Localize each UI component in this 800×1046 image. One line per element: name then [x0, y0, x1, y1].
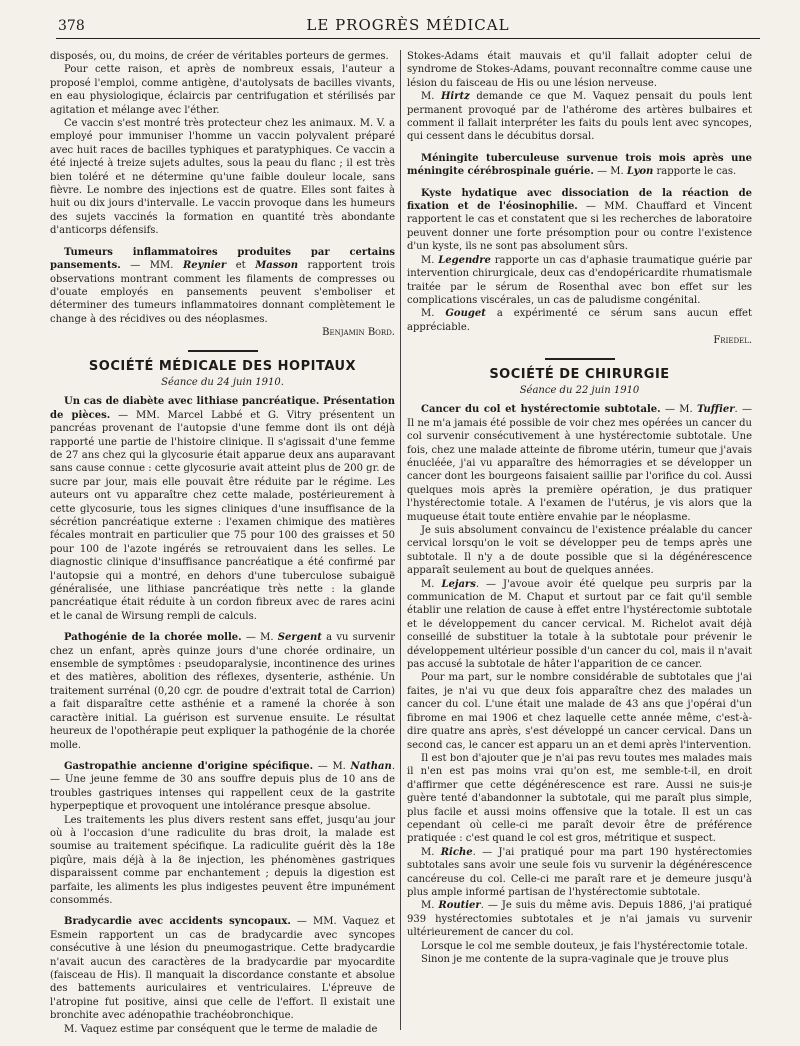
paragraph: disposés, ou, du moins, de créer de véritables porteurs de germes.: [50, 51, 389, 62]
signature: Benjamin Bord.: [322, 327, 395, 339]
author-name: Tuffier: [697, 404, 735, 416]
article-heading: Tumeurs inflammatoires produites par certains pansements.: [50, 246, 395, 272]
paragraph: Ce vaccin s'est montré très protecteur chez les animaux. M. V. a employé pour immuniser l'homme un vaccin polyvalent préparé avec huit races de bacilles typhiques et paratyphiques. Ce vaccin a été injecté à treize sujets adultes, sous la peau du flanc ; il est très bien toléré et ne détermine qu'une faible douleur locale, sans fièvre. Le nombre des injections est de quatre. Elles sont faites à huit ou dix jours d'intervalle. Le vaccin provoque dans les humeurs des sujets vaccinés la formation en quantité très abondante d'anticorps défensifs.: [50, 118, 395, 237]
author-name: Lejars: [441, 578, 476, 590]
section-title: SOCIÉTÉ MÉDICALE DES HOPITAUX: [88, 358, 357, 374]
article-cancer: Cancer du col et hystérectomie subtotale. — M. Tuffier. — Il ne m'a jamais été possible de voir chez mes opérées un cancer du col survenir consécutivement à une hystérectomie subtotale. Une fois, chez une malade atteinte de fibrome utérin, tumeur que j'avais énucléée, j'ai vu apparaître des hémorragies et se développer un cancer dont les bourgeons faisaient saillie par l'orifice du col. Aussi quelques mois après la première opération, je dus pratiquer l'hystérectomie totale. A l'examen de l'utérus, je vis alors que la muqueuse était toute entière envahie par le néoplasme.: [407, 404, 752, 523]
paragraph: Les traitements les plus divers restent sans effet, jusqu'au jour où à l'occasion d'une radiculite du bras droit, la malade est soumise au traitement spécifique. La radiculite guérit dès la 18e piqûre, mais déjà à la 8e injection, les phénomènes gastriques disparaissent comme par enchantement ; depuis la digestion est parfaite, les aliments les plus indigestes peuvent être impunément consommés.: [50, 814, 395, 906]
author-name: Lyon: [626, 166, 654, 178]
paragraph: M. Riche. — J'ai pratiqué pour ma part 190 hystérectomies subtotales sans avoir une seule fois vu survenir la dégénérescence cancéreuse du col. Celle-ci me paraît rare et je demeure jusqu'à plus ample informé partisan de l'hystérectomie subtotale.: [407, 846, 752, 898]
paragraph: Sinon je me contente de la supra-vaginale que je trouve plus: [421, 954, 729, 965]
paragraph: M. Lejars. — J'avoue avoir été quelque peu surpris par la communication de M. Chaput et surtout par ce fait qu'il semble établir une relation de cause à effet entre l'hystérectomie subtotale et le développement du cancer cervical. M. Richelot avait déjà conseillé de substituer la totale à la subtotale pour prévenir le développement ultérieur possible d'un cancer du col, mais il n'avait pas accusé la subtotale de hâter l'apparition de ce cancer.: [407, 578, 752, 671]
article-heading: Méningite tuberculeuse survenue trois mois après une méningite cérébrospinale guérie.: [407, 152, 752, 178]
article-heading: Cancer du col et hystérectomie subtotale.: [421, 404, 661, 416]
paragraph: M. Routier. — Je suis du même avis. Depuis 1886, j'ai pratiqué 939 hystérectomies subtotales et je n'ai jamais vu survenir ultérieurement de cancer du col.: [407, 900, 752, 939]
section-rule: [188, 350, 258, 352]
author-name: Sergent: [277, 632, 322, 644]
author-name: Legendre: [438, 254, 491, 266]
right-column: [407, 50, 752, 966]
article-heading: Pathogénie de la chorée molle.: [64, 632, 242, 644]
section-title: SOCIÉTÉ DE CHIRURGIE: [489, 366, 670, 382]
article-tumeurs: Tumeurs inflammatoires produites par certains pansements. — MM. Reynier et Masson rapportent trois observations montrant comment les filaments de compresses ou d'ouate employés en pansements peuvent s'emboliser et déterminer des tumeurs inflammatoires donnant complètement le change à des récidives ou des néoplasmes.: [50, 246, 395, 325]
signature: Friedel.: [713, 335, 752, 347]
paragraph: Stokes-Adams était mauvais et qu'il fallait adopter celui de syndrome de Stokes-Adams, pouvant reconnaître comme cause une lésion du faisceau de His ou une lésion nerveuse.: [407, 51, 752, 89]
article-heading: Gastropathie ancienne d'origine spécifique.: [64, 760, 314, 772]
section-date: Séance du 24 juin 1910.: [161, 376, 284, 388]
left-column: [50, 50, 395, 1036]
article-kyste: Kyste hydatique avec dissociation de la réaction de fixation et de l'éosinophilie. — MM. Chauffard et Vincent rapportent le cas et constatent que si les recherches de laboratoire peuvent donner une forte présomption pour ou contre l'existence d'un kyste, ils ne sont pas absolument sûrs.: [407, 187, 752, 253]
article-meningite: Méningite tuberculeuse survenue trois mois après une méningite cérébrospinale guérie. — M. Lyon rapporte le cas.: [407, 152, 752, 178]
article-choree: Pathogénie de la chorée molle. — M. Sergent a vu survenir chez un enfant, après quinze jours d'une chorée ordinaire, un ensemble de symptômes : pseudoparalysie, incontinence des urines et des matières, abolition des réflexes, dysenterie, asthénie. Un traitement surrénal (0,20 cgr. de poudre d'extrait total de Carrion) a fait disparaître cette asthénie et a ramené la chorée à son caractère initial. La guérison est survenue ensuite. Le résultat heureux de l'opothérapie peut expliquer la pathogénie de la chorée molle.: [50, 632, 395, 751]
author-name: Nathan: [350, 760, 392, 772]
paragraph: M. Hirtz demande ce que M. Vaquez pensait du pouls lent permanent provoqué par de l'athérome des artères bulbaires et comment il fallait interpréter les faits du pouls lent avec syncopes, qui cessent dans le décubitus dorsal.: [407, 91, 752, 143]
article-heading: Un cas de diabète avec lithiase pancréatique. Présentation de pièces.: [50, 396, 395, 421]
paragraph: M. Vaquez estime par conséquent que le terme de maladie de: [64, 1023, 378, 1035]
author-name: Hirtz: [440, 91, 470, 103]
section-date: Séance du 22 juin 1910: [519, 384, 640, 396]
page-header: [56, 14, 760, 39]
page-number: 378: [58, 18, 85, 34]
paragraph: Pour cette raison, et après de nombreux essais, l'auteur a proposé l'emploi, comme antigène, d'autolysats de bacilles vivants, en eau physiologique, éclaircis par centrifugation et stérilisés par agitation et mélange avec l'éther.: [50, 64, 395, 116]
paragraph: Pour ma part, sur le nombre considérable de subtotales que j'ai faites, je n'ai vu que deux fois apparaître chez des malades un cancer du col. L'une était une malade de 43 ans que j'opérai d'un fibrome en mai 1906 et chez laquelle cette année même, c'est-à-dire quatre ans après, s'est développé un cancer cervical. Dans un second cas, le cancer est apparu un an et demi après l'intervention.: [407, 672, 752, 751]
article-gastropathie: Gastropathie ancienne d'origine spécifique. — M. Nathan. — Une jeune femme de 30 ans souffre depuis plus de 10 ans de troubles gastriques intenses qui rappellent ceux de la gastrite hyperpeptique et provoquent une intolérance presque absolue.: [50, 760, 395, 813]
column-divider: [400, 50, 401, 1030]
article-heading: Kyste hydatique avec dissociation de la réaction de fixation et de l'éosinophilie.: [407, 187, 752, 213]
paragraph: Il est bon d'ajouter que je n'ai pas revu toutes mes malades mais il n'en est pas moins vrai qu'on est, me semble-t-il, en droit d'affirmer que cette dégénérescence est rare. Aussi ne suis-je guère tenté d'abandonner la subtotale, qui me paraît plus simple, plus facile et aussi moins offensive que la totale. Il est un cas cependant où celle-ci me paraît devoir être de préférence pratiquée : c'est quand le col est gros, métritique et suspect.: [407, 752, 752, 845]
section-rule: [545, 358, 615, 360]
article-diabete: Un cas de diabète avec lithiase pancréatique. Présentation de pièces. — MM. Marcel Labbé et G. Vitry présentent un pancréas provenant de l'autopsie d'une femme dont ils ont déjà rapporté une partie de l'histoire clinique. Il s'agissait d'une femme de 27 ans chez qui la glycosurie était apparue deux ans auparavant sans cause connue : cette glycosurie avait atteint plus de 200 gr. de sucre par jour, mais elle pouvait être réduite par le régime. Les auteurs ont vu apparaître chez cette malade, postérieurement à cette glycosurie, tous les signes cliniques d'une insuffisance de la sécrétion pancréatique externe : l'examen chimique des matières fécales montrait en particulier que 75 pour 100 des graisses et 50 pour 100 de l'azote ingérés se retrouvaient dans les selles. Le diagnostic clinique d'insuffisance pancréatique a été confirmé par l'autopsie qui a montré, en dehors d'une tuberculose subaiguë généralisée, une lithiase pancréatique très nette : la glande pancréatique était réduite à un cordon fibreux avec de rares acini et le canal de Wirsung rempli de calculs.: [50, 396, 396, 622]
paragraph: M. Legendre rapporte un cas d'aphasie traumatique guérie par intervention chirurgicale, deux cas d'endopéricardite rhumatismale traitée par le sérum de Rosenthal avec bon effet sur les complications viscérales, un cas de paludisme congénital.: [407, 254, 752, 306]
author-name: Reynier: [183, 260, 227, 272]
paragraph: Lorsque le col me semble douteux, je fais l'hystérectomie totale.: [421, 940, 748, 952]
article-bradycardie: Bradycardie avec accidents syncopaux. — MM. Vaquez et Esmein rapportent un cas de bradycardie avec syncopes consécutive à une lésion du pneumogastrique. Cette bradycardie n'avait aucun des caractères de la bradycardie par myocardite (faisceau de His). Il manquait la discordance constante et absolue des battements auriculaires et ventriculaires. L'épreuve de l'atropine fut positive, ainsi que celle de l'effort. Il existait une bronchite avec adénopathie trachéobronchique.: [50, 916, 395, 1022]
paragraph: Je suis absolument convaincu de l'existence préalable du cancer cervical lorsqu'on le voit se développer peu de temps après une subtotale. Il n'y a de doute possible que si la dégénérescence apparaît seulement au bout de quelques années.: [407, 525, 752, 577]
paragraph: M. Gouget a expérimenté ce sérum sans aucun effet appréciable.: [407, 308, 752, 333]
author-name: Gouget: [445, 308, 486, 320]
author-name: Riche: [440, 846, 473, 858]
author-name: Masson: [255, 260, 298, 272]
author-name: Routier: [438, 900, 481, 912]
running-title: LE PROGRÈS MÉDICAL: [306, 16, 510, 34]
article-heading: Bradycardie avec accidents syncopaux.: [64, 916, 291, 928]
